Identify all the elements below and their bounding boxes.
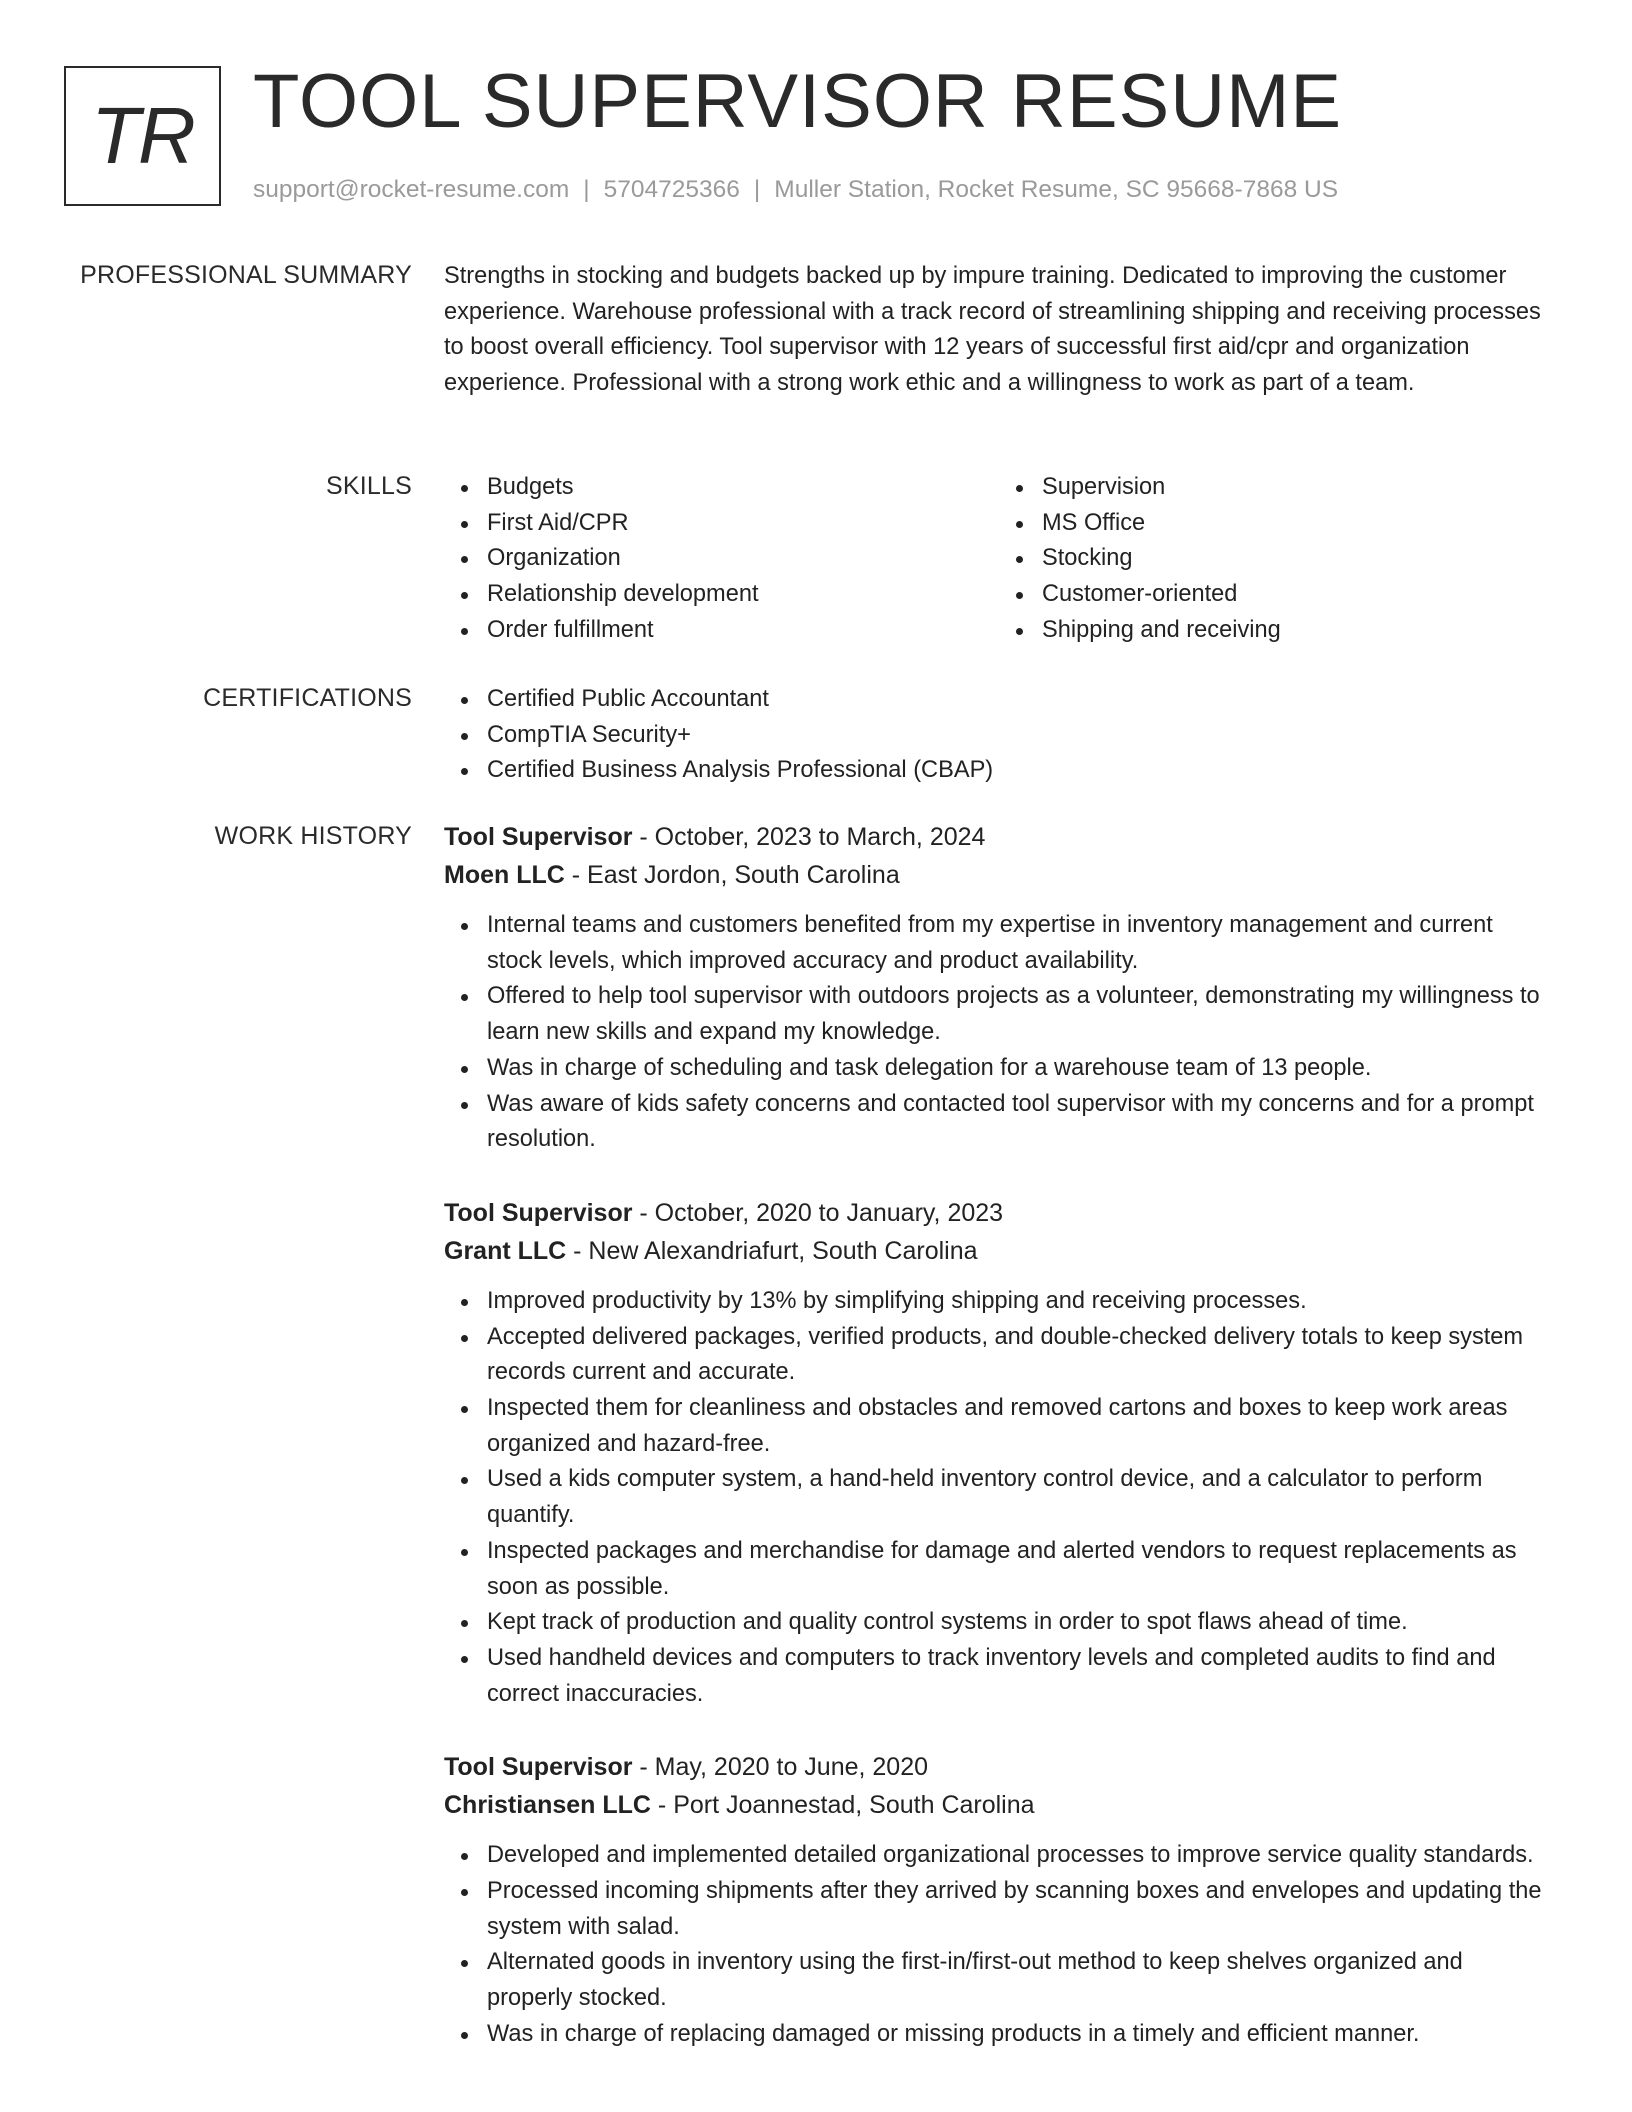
job-title-line <box>444 1748 1554 1786</box>
job-title: Tool Supervisor <box>444 1198 633 1227</box>
skills-list-left <box>444 470 999 649</box>
job-bullets <box>444 1284 1554 1712</box>
skill-item: First Aid/CPR <box>487 506 999 542</box>
job-bullet: Alternated goods in inventory using the first-in/first-out method to keep shelves organized and properly stocked. <box>487 1945 1554 2016</box>
job-bullet: Processed incoming shipments after they arrived by scanning boxes and envelopes and updating the system with salad. <box>487 1874 1554 1945</box>
job-title: Tool Supervisor <box>444 823 633 851</box>
work-history-body <box>444 818 1554 2053</box>
contact-separator: | <box>583 176 590 203</box>
skill-item: Organization <box>487 541 999 577</box>
skill-item: Supervision <box>1042 470 1554 506</box>
section-label-work-history: WORK HISTORY <box>214 822 412 850</box>
skill-item: MS Office <box>1042 506 1554 542</box>
job-bullet: Used a kids computer system, a hand-held inventory control device, and a calculator to perform quantify. <box>487 1462 1554 1533</box>
section-label-summary: PROFESSIONAL SUMMARY <box>80 261 412 289</box>
summary-text: Strengths in stocking and budgets backed up by impure training. Dedicated to improving the customer experience. Warehouse professional with a track record of streamlining shipping and receiving processes to boost overall efficiency. Tool supervisor with 12 years of successful first aid/cpr and organization experience. Professional with a strong work ethic and a willingness to work as part of a team. <box>444 263 1541 397</box>
certifications-list <box>444 682 1554 789</box>
job-bullet: Improved productivity by 13% by simplifying shipping and receiving processes. <box>487 1284 1554 1320</box>
skills-list-right <box>999 470 1554 649</box>
contact-address: Muller Station, Rocket Resume, SC 95668-7868 US <box>774 176 1339 203</box>
job-company-line <box>444 856 1554 894</box>
job-title-line <box>444 1194 1554 1232</box>
skill-item: Relationship development <box>487 577 999 613</box>
job-title-line <box>444 818 1554 856</box>
job-bullet: Kept track of production and quality control systems in order to spot flaws ahead of time. <box>487 1605 1554 1641</box>
job-location: - New Alexandriafurt, South Carolina <box>566 1236 978 1265</box>
job-bullet: Used handheld devices and computers to track inventory levels and completed audits to find and correct inaccuracies. <box>487 1641 1554 1712</box>
certification-item: Certified Business Analysis Professional (CBAP) <box>487 753 1554 789</box>
monogram-box <box>64 66 221 206</box>
job-bullet: Inspected them for cleanliness and obstacles and removed cartons and boxes to keep work areas organized and hazard-free. <box>487 1391 1554 1462</box>
certifications-body <box>444 682 1554 789</box>
skill-item: Shipping and receiving <box>1042 613 1554 649</box>
job-bullet: Was in charge of scheduling and task delegation for a warehouse team of 13 people. <box>487 1051 1554 1087</box>
job-entry <box>444 818 1554 1158</box>
certification-item: CompTIA Security+ <box>487 718 1554 754</box>
summary-body <box>444 259 1554 402</box>
job-bullet: Was aware of kids safety concerns and contacted tool supervisor with my concerns and for a prompt resolution. <box>487 1087 1554 1158</box>
job-bullet: Accepted delivered packages, verified products, and double-checked delivery totals to keep system records current and accurate. <box>487 1320 1554 1391</box>
job-bullets <box>444 1838 1554 2052</box>
job-bullet: Inspected packages and merchandise for damage and alerted vendors to request replacements as soon as possible. <box>487 1534 1554 1605</box>
contact-phone: 5704725366 <box>603 176 740 203</box>
job-company-line <box>444 1786 1554 1824</box>
job-bullets <box>444 908 1554 1158</box>
job-company: Grant LLC <box>444 1236 567 1265</box>
skills-body <box>444 470 1554 649</box>
job-company-line <box>444 1232 1554 1270</box>
job-company: Christiansen LLC <box>444 1791 651 1820</box>
contact-email: support@rocket-resume.com <box>253 176 570 203</box>
job-dates: - May, 2020 to June, 2020 <box>632 1753 929 1782</box>
contact-line <box>253 174 1338 206</box>
contact-separator: | <box>753 176 761 203</box>
section-label-skills: SKILLS <box>326 472 412 500</box>
monogram-initials: TR <box>91 91 194 180</box>
job-location: - East Jordon, South Carolina <box>564 861 900 889</box>
skill-item: Budgets <box>487 470 999 506</box>
skill-item: Order fulfillment <box>487 613 999 649</box>
job-bullet: Internal teams and customers benefited from my expertise in inventory management and current stock levels, which improved accuracy and product availability. <box>487 908 1554 979</box>
job-company: Moen LLC <box>444 861 565 889</box>
section-label-certifications: CERTIFICATIONS <box>203 684 412 712</box>
job-bullet: Was in charge of replacing damaged or missing products in a timely and efficient manner. <box>487 2017 1554 2053</box>
job-dates: - October, 2023 to March, 2024 <box>632 823 986 851</box>
certification-item: Certified Public Accountant <box>487 682 1554 718</box>
job-entry <box>444 1194 1554 1712</box>
job-title: Tool Supervisor <box>444 1753 633 1782</box>
job-bullet: Offered to help tool supervisor with outdoors projects as a volunteer, demonstrating my willingness to learn new skills and expand my knowledge. <box>487 979 1554 1050</box>
job-entry <box>444 1748 1554 2052</box>
job-dates: - October, 2020 to January, 2023 <box>632 1198 1004 1227</box>
job-bullet: Developed and implemented detailed organizational processes to improve service quality standards. <box>487 1838 1554 1874</box>
skill-item: Stocking <box>1042 541 1554 577</box>
skill-item: Customer-oriented <box>1042 577 1554 613</box>
job-location: - Port Joannestad, South Carolina <box>650 1791 1035 1820</box>
resume-title: TOOL SUPERVISOR RESUME <box>253 59 1343 144</box>
